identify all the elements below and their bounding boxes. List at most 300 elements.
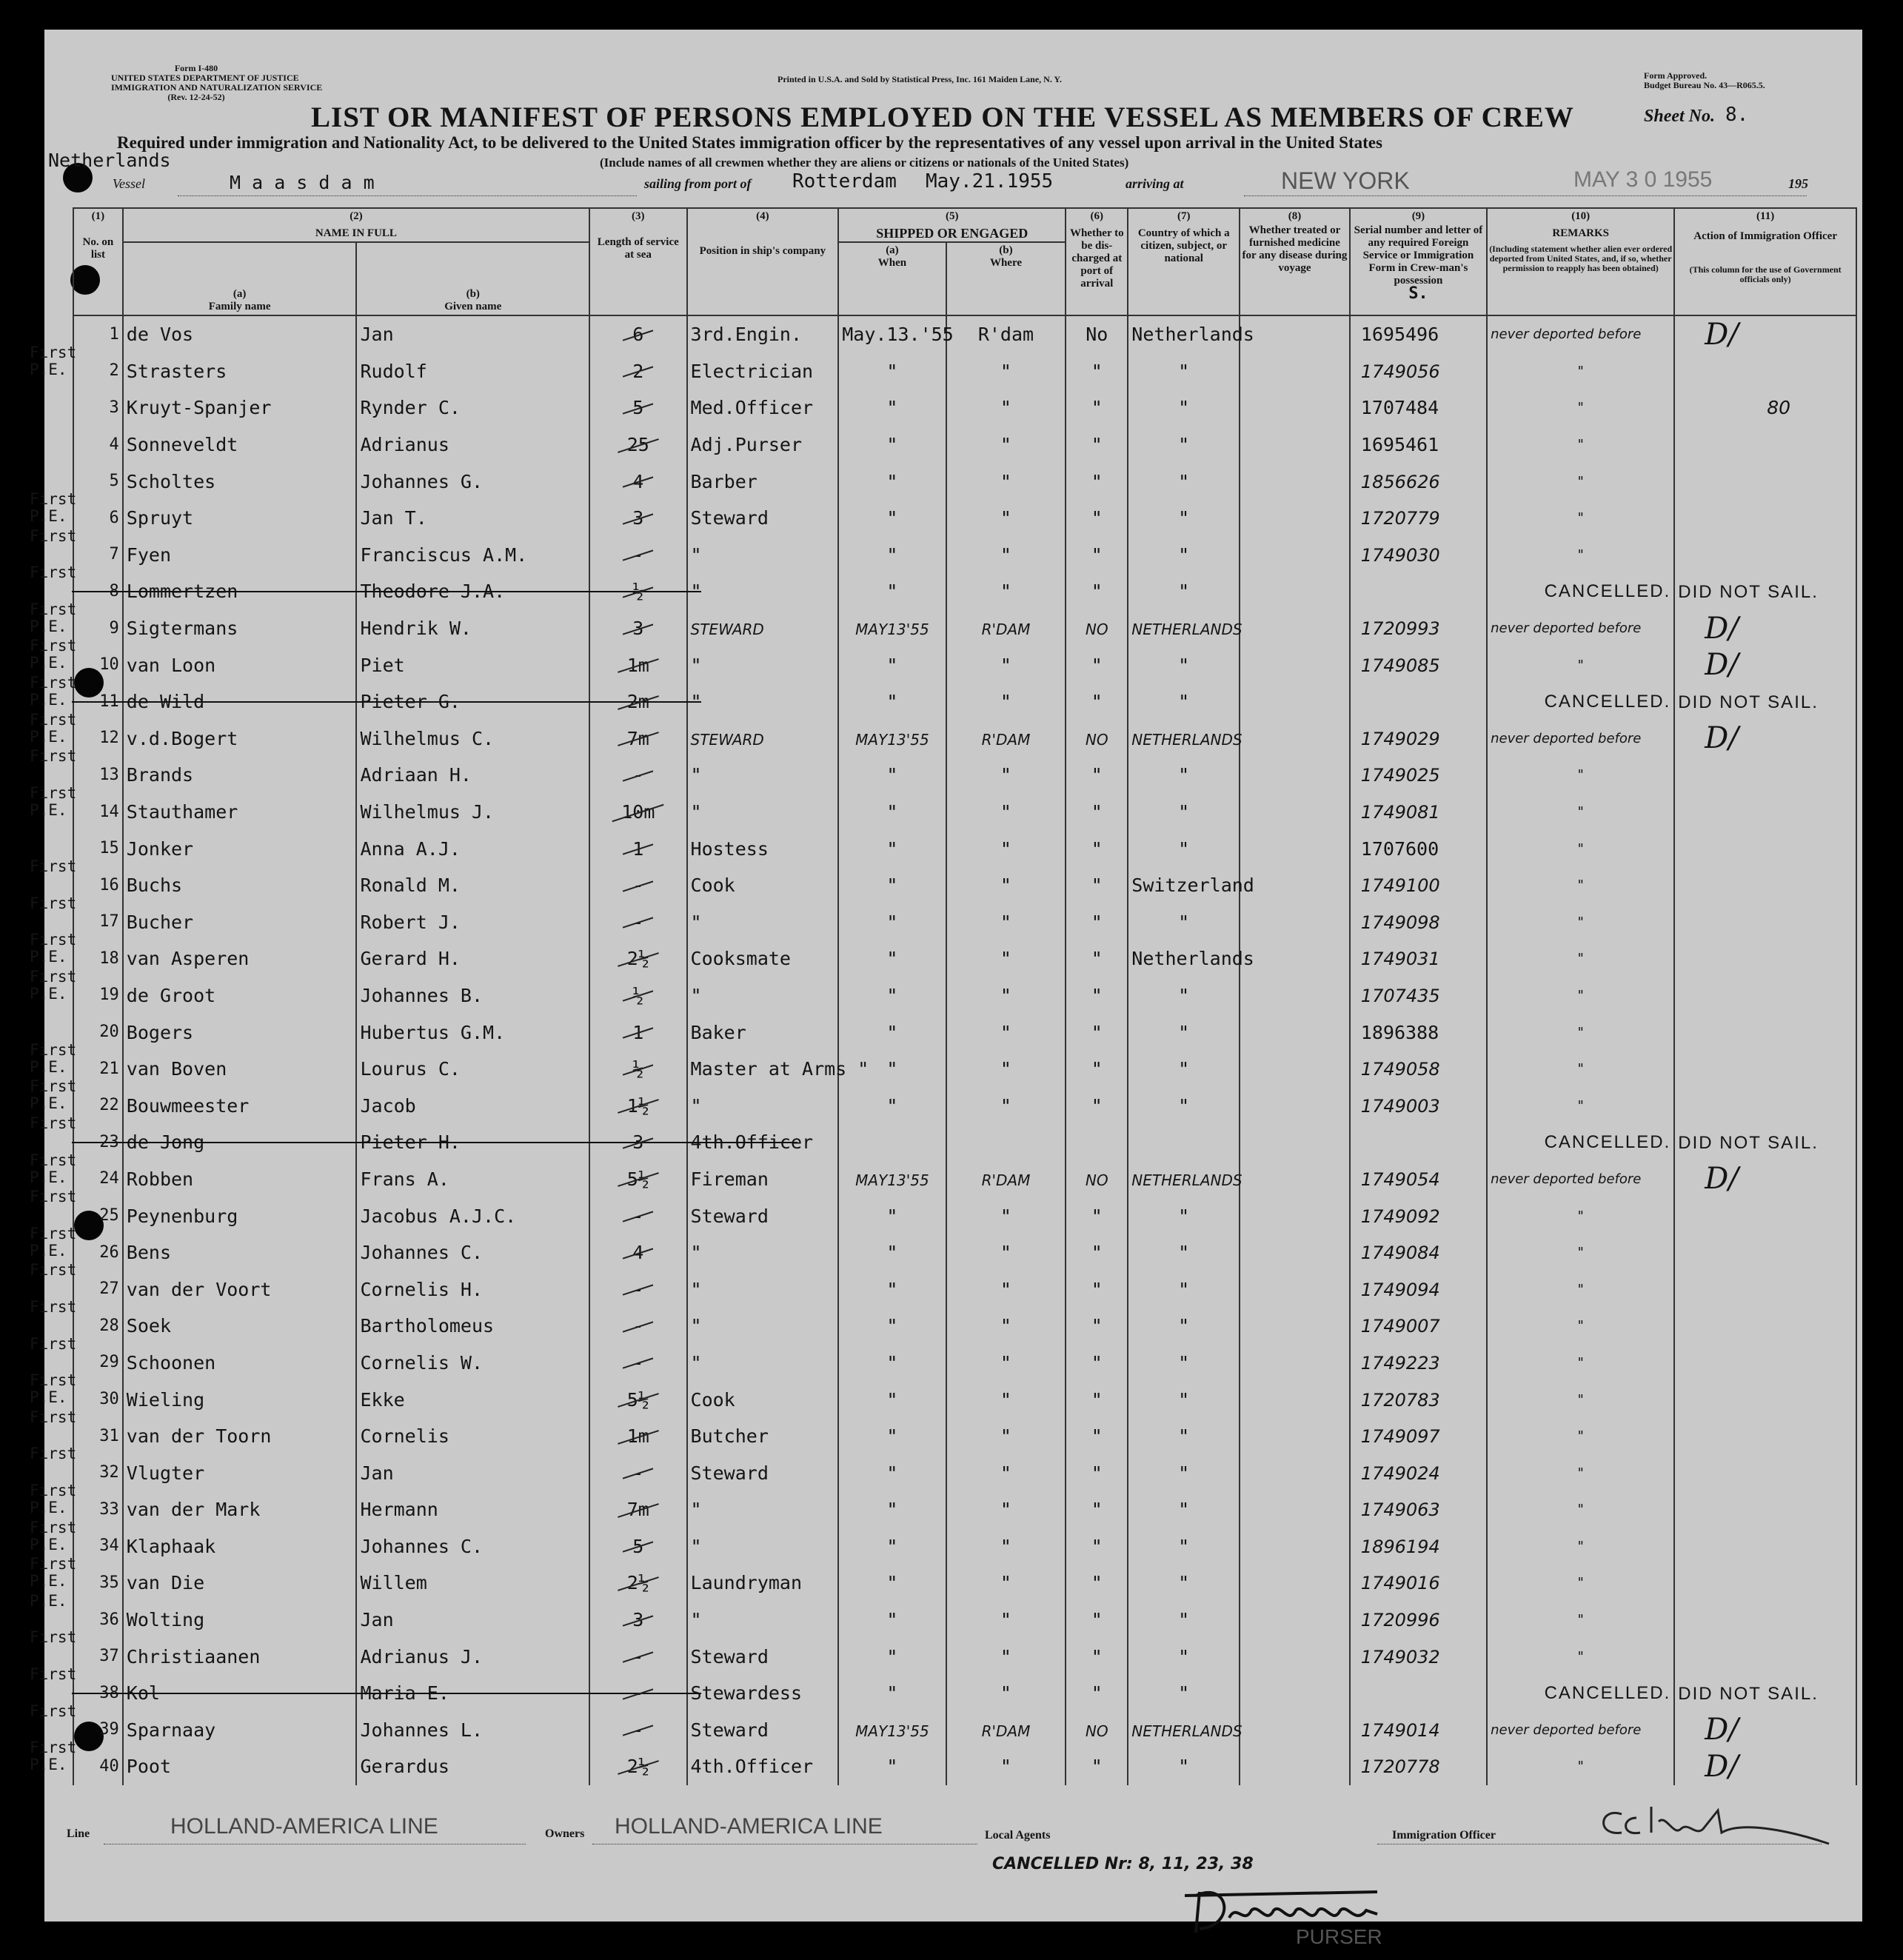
cell-pos [687, 1381, 839, 1418]
cell-remarks [1487, 683, 1674, 720]
cell-where [946, 1051, 1066, 1088]
cell-no [30, 931, 123, 977]
cell-serial [1350, 1381, 1487, 1418]
cell-pos [687, 1308, 839, 1345]
cell-dis [1066, 1418, 1128, 1455]
cell-med [1240, 1638, 1350, 1675]
row-number: 23 [99, 1132, 119, 1151]
value-where: " [1000, 434, 1011, 456]
cell-dis [1066, 720, 1128, 757]
cell-len [589, 500, 686, 537]
cell-no [30, 1298, 123, 1345]
value-where: R'DAM [981, 730, 1031, 749]
cell-remarks [1487, 1197, 1674, 1234]
cell-remarks [1487, 537, 1674, 574]
cell-pos [687, 1087, 839, 1124]
line-label: Line [67, 1827, 90, 1840]
value-serial: 1720779 [1360, 508, 1440, 529]
cell-dis [1066, 537, 1128, 574]
cell-where [946, 904, 1066, 941]
cell-serial [1350, 315, 1487, 353]
value-len: 7m [626, 727, 649, 749]
value-when: " [886, 1572, 898, 1594]
cell-dis [1066, 1087, 1128, 1124]
value-remarks: never deported before [1491, 327, 1642, 343]
value-family: Jonker [126, 837, 194, 860]
cell-where [946, 940, 1066, 977]
value-when: MAY13'55 [855, 730, 929, 749]
value-where: " [1000, 1094, 1011, 1117]
cell-pos [687, 1528, 839, 1565]
value-country: NETHERLANDS [1131, 1171, 1243, 1189]
cell-med [1240, 683, 1350, 720]
row-prefix: First P.E. [30, 710, 77, 746]
value-pos: Fireman [690, 1168, 769, 1190]
table-row [73, 1565, 1856, 1602]
value-where: " [1000, 984, 1011, 1006]
sailing-label: sailing from port of [644, 176, 752, 191]
cell-when [838, 1271, 946, 1308]
cell-where [946, 610, 1066, 647]
value-pos: 4th.Officer [690, 1131, 814, 1154]
value-pos: Stewardess [690, 1682, 803, 1705]
cell-pos [687, 1748, 839, 1785]
cell-len [589, 1161, 686, 1198]
value-family: Bogers [126, 1021, 194, 1043]
value-given: Lourus C. [360, 1058, 461, 1080]
cell-med [1240, 1748, 1350, 1785]
cell-family [123, 1638, 357, 1675]
cell-country [1128, 573, 1240, 610]
table-row [73, 1528, 1856, 1565]
cell-action [1674, 646, 1856, 683]
cell-action [1674, 1381, 1856, 1418]
cell-no [30, 526, 123, 574]
cell-family [123, 1271, 357, 1308]
cell-med [1240, 940, 1350, 977]
cell-given [356, 500, 589, 537]
cell-given [356, 1565, 589, 1602]
value-action: DID NOT SAIL. [1678, 1683, 1819, 1704]
cell-action [1674, 315, 1856, 353]
value-remarks: " [1576, 1759, 1585, 1775]
cell-action [1674, 794, 1856, 831]
cell-len [589, 610, 686, 647]
value-remarks: " [1576, 1245, 1585, 1261]
cell-pos [687, 1014, 839, 1051]
value-remarks: never deported before [1491, 730, 1642, 746]
cell-where [946, 794, 1066, 831]
cell-med [1240, 1271, 1350, 1308]
cell-action [1674, 1675, 1856, 1712]
value-where: " [1000, 874, 1011, 897]
value-serial: 1749016 [1360, 1573, 1440, 1594]
cell-when [838, 1161, 946, 1198]
value-len: 5 [632, 397, 644, 419]
cell-action [1674, 1565, 1856, 1602]
cell-country [1128, 610, 1243, 647]
cell-remarks [1487, 1051, 1674, 1088]
value-given: Hubertus G.M. [360, 1021, 506, 1043]
cell-remarks [1487, 573, 1674, 610]
value-country: Switzerland [1131, 874, 1254, 897]
value-len: 5½ [626, 1388, 649, 1411]
cell-action [1674, 1124, 1856, 1161]
cell-country [1128, 427, 1240, 464]
cell-remarks [1487, 1381, 1674, 1418]
cell-action [1674, 977, 1856, 1014]
cell-len [589, 940, 686, 977]
value-dis: " [1091, 984, 1103, 1006]
value-dis: " [1091, 1094, 1103, 1117]
cell-where [946, 683, 1066, 720]
cell-given [356, 353, 589, 390]
value-action: D/ [1705, 1749, 1739, 1784]
value-given: Anna A.J. [360, 837, 461, 860]
value-country: " [1178, 470, 1190, 492]
cell-len [589, 1748, 686, 1785]
value-country: " [1178, 1094, 1190, 1117]
cell-dis [1066, 867, 1128, 904]
cell-serial [1350, 1602, 1487, 1639]
value-dis: " [1091, 507, 1103, 529]
cell-len [589, 646, 686, 683]
cell-serial [1350, 646, 1487, 683]
col-no-header: (1) No. on list [73, 208, 123, 315]
value-family: de Vos [126, 324, 194, 346]
row-number: 28 [99, 1316, 119, 1335]
cell-pos [687, 940, 839, 977]
cell-action [1674, 1638, 1856, 1675]
table-row [73, 1638, 1856, 1675]
cell-country [1128, 1418, 1240, 1455]
cell-country [1128, 463, 1240, 500]
cell-pos [687, 500, 839, 537]
value-where: " [1000, 1572, 1011, 1594]
value-country: " [1178, 1645, 1190, 1668]
table-row [73, 977, 1856, 1014]
cell-no [30, 747, 123, 794]
value-given: Gerardus [360, 1756, 449, 1778]
cell-when [838, 904, 946, 941]
cell-when [838, 683, 946, 720]
family-name-label: (a) Family name [123, 271, 357, 315]
cell-remarks [1487, 427, 1674, 464]
value-country: " [1178, 691, 1190, 713]
value-serial: 1749098 [1360, 912, 1440, 933]
cell-pos [687, 610, 839, 647]
row-prefix: First [30, 1665, 77, 1683]
cell-med [1240, 1124, 1350, 1161]
table-row [73, 389, 1856, 427]
cell-remarks [1487, 1454, 1674, 1491]
cell-family [123, 353, 357, 390]
value-remarks: " [1576, 1318, 1585, 1334]
value-country: " [1178, 581, 1190, 603]
value-family: van Boven [126, 1058, 227, 1080]
cell-given [356, 1197, 589, 1234]
value-given: Jacob [360, 1094, 416, 1117]
value-when: " [886, 837, 898, 860]
row-prefix: First [30, 747, 77, 766]
cell-len [589, 977, 686, 1014]
value-dis: " [1091, 1462, 1103, 1484]
col-family-header [123, 242, 357, 271]
form-number: Form I-480 [174, 63, 218, 73]
cell-med [1240, 1197, 1350, 1234]
cell-family [123, 830, 357, 867]
row-prefix: First [30, 526, 77, 545]
cell-med [1240, 867, 1350, 904]
value-pos: Adj.Purser [690, 434, 803, 456]
row-prefix: First [30, 1298, 77, 1317]
table-row [73, 1491, 1856, 1528]
cell-family [123, 1675, 357, 1712]
value-dis: " [1091, 764, 1103, 786]
cell-pos [687, 463, 839, 500]
value-pos: " [690, 691, 702, 713]
cell-dis [1066, 1197, 1128, 1234]
row-prefix: First P.E. [30, 1224, 77, 1260]
value-len: - [632, 1719, 644, 1741]
cell-len [589, 794, 686, 831]
value-remarks: CANCELLED. [1544, 1682, 1671, 1703]
manifest-title: LIST OR MANIFEST OF PERSONS EMPLOYED ON THE VESSEL AS MEMBERS OF CREW [311, 101, 1574, 133]
cell-no [73, 315, 123, 353]
cell-remarks [1487, 1161, 1674, 1198]
cell-family [123, 757, 357, 794]
value-country: " [1178, 397, 1190, 419]
value-pos: " [690, 543, 702, 566]
value-len: 7m [626, 1499, 649, 1521]
value-serial: 1707435 [1360, 985, 1440, 1006]
table-row [73, 1602, 1856, 1639]
cell-len [589, 537, 686, 574]
value-when: " [886, 1058, 898, 1080]
cell-when [838, 1454, 946, 1491]
cell-where [946, 1602, 1066, 1639]
cell-len [589, 720, 686, 757]
value-len: 4 [632, 470, 644, 492]
value-dis: " [1091, 581, 1103, 603]
value-remarks: CANCELLED. [1544, 691, 1671, 712]
cell-no [30, 894, 123, 941]
cell-med [1240, 1675, 1350, 1712]
cell-len [589, 757, 686, 794]
cell-serial [1350, 757, 1487, 794]
cell-given [356, 427, 589, 464]
cell-remarks [1487, 500, 1674, 537]
departure-date: May.21.1955 [926, 170, 1054, 193]
cell-action [1674, 500, 1856, 537]
cell-no [30, 710, 123, 757]
value-where: " [1000, 1205, 1011, 1227]
cell-len [589, 1602, 686, 1639]
cell-no [30, 1408, 123, 1455]
cell-action [1674, 683, 1856, 720]
cell-med [1240, 757, 1350, 794]
cell-pos [687, 646, 839, 683]
value-family: Robben [126, 1168, 194, 1190]
where-spacer [946, 271, 1066, 315]
value-when: " [886, 1609, 898, 1631]
cell-serial [1350, 573, 1487, 610]
cell-country [1128, 1638, 1240, 1675]
cell-where [946, 1454, 1066, 1491]
row-prefix: First [30, 894, 77, 912]
cell-given [356, 1271, 589, 1308]
cell-len [589, 1712, 686, 1749]
cell-family [123, 1528, 357, 1565]
row-prefix: First [30, 1188, 77, 1206]
cell-remarks [1487, 315, 1674, 353]
row-number: 12 [99, 729, 119, 748]
cell-remarks [1487, 1418, 1674, 1455]
cell-family [123, 1712, 357, 1749]
value-pos: Steward [690, 1462, 769, 1484]
cell-when [838, 1712, 946, 1749]
manifest-sheet [30, 30, 1862, 1948]
value-len: 25 [626, 434, 649, 456]
cell-when [838, 353, 946, 390]
value-dis: " [1091, 1388, 1103, 1411]
cell-family [123, 1087, 357, 1124]
cell-where [946, 1381, 1066, 1418]
row-number: 14 [99, 802, 119, 821]
cell-given [356, 1161, 589, 1198]
row-number: 10 [99, 655, 119, 675]
cell-pos [687, 904, 839, 941]
cell-len [589, 389, 686, 427]
value-when: " [886, 581, 898, 603]
cell-family [123, 1308, 357, 1345]
cell-med [1240, 1308, 1350, 1345]
cell-no [73, 427, 123, 464]
cell-when [838, 1602, 946, 1639]
value-pos: " [690, 1315, 702, 1337]
value-len: - [632, 1351, 644, 1374]
purser-label: PURSER [1296, 1925, 1382, 1948]
cell-dis [1066, 1675, 1128, 1712]
table-row [73, 1712, 1856, 1749]
value-country: " [1178, 1351, 1190, 1374]
value-dis: " [1091, 948, 1103, 970]
value-serial: 1749030 [1360, 544, 1440, 566]
cell-family [123, 427, 357, 464]
value-given: Rudolf [360, 360, 427, 382]
agents-label: Local Agents [985, 1829, 1051, 1842]
cell-family [123, 537, 357, 574]
value-when: " [886, 1425, 898, 1448]
value-country: " [1178, 1058, 1190, 1080]
value-remarks: " [1576, 1538, 1585, 1554]
cell-country [1128, 1712, 1243, 1749]
cell-action [1674, 1454, 1856, 1491]
value-pos: Cooksmate [690, 948, 791, 970]
cell-serial [1350, 1345, 1487, 1382]
value-when: " [886, 984, 898, 1006]
value-given: Hermann [360, 1499, 438, 1521]
value-where: R'dam [977, 324, 1034, 346]
cell-family [123, 1051, 357, 1088]
cell-no [30, 489, 123, 537]
cell-remarks [1487, 1014, 1674, 1051]
value-dis: NO [1085, 1722, 1108, 1740]
cell-when [838, 1345, 946, 1382]
cell-where [946, 353, 1066, 390]
row-prefix: First [30, 1702, 77, 1720]
value-family: Wolting [126, 1609, 205, 1631]
value-len: 2½ [626, 1756, 649, 1778]
cell-no [30, 783, 123, 831]
value-len: 2½ [626, 1572, 649, 1594]
value-family: Strasters [126, 360, 227, 382]
value-remarks: " [1576, 1575, 1585, 1591]
cell-action [1674, 389, 1856, 427]
value-country: NETHERLANDS [1131, 1722, 1243, 1740]
cell-len [589, 1014, 686, 1051]
value-family: van der Voort [126, 1278, 272, 1300]
value-len: 1m [626, 654, 649, 676]
value-given: Johannes B. [360, 984, 484, 1006]
table-row [73, 1748, 1856, 1785]
value-pos: Steward [690, 1205, 769, 1227]
cell-dis [1066, 427, 1128, 464]
value-remarks: " [1576, 804, 1585, 820]
cell-remarks [1487, 610, 1674, 647]
cell-family [123, 1161, 357, 1198]
cell-given [356, 1418, 589, 1455]
value-given: Jan [360, 1462, 394, 1484]
value-action: D/ [1705, 1713, 1739, 1747]
cell-med [1240, 315, 1350, 353]
cell-med [1240, 427, 1350, 464]
cell-action [1674, 904, 1856, 941]
col-action-header: (11) Action of Immigration Officer (This column for the use of Government officials only) [1674, 208, 1856, 315]
value-when: " [886, 1756, 898, 1778]
vessel-label: Vessel [113, 176, 145, 191]
value-family: Wieling [126, 1388, 205, 1411]
cell-action [1674, 1491, 1856, 1528]
value-remarks: " [1576, 437, 1585, 453]
cell-dis [1066, 757, 1128, 794]
when-spacer [838, 271, 946, 315]
value-family: Peynenburg [126, 1205, 238, 1227]
cell-serial [1350, 977, 1487, 1014]
row-prefix: First P.E. [30, 1151, 77, 1186]
cell-len [589, 1454, 686, 1491]
cell-when [838, 463, 946, 500]
value-pos: Electrician [690, 360, 814, 382]
strike-line [72, 1142, 797, 1143]
cell-dis [1066, 1271, 1128, 1308]
value-when: " [886, 397, 898, 419]
value-remarks: never deported before [1491, 1171, 1642, 1187]
table-row [73, 573, 1856, 610]
table-row [73, 1454, 1856, 1491]
value-given: Wilhelmus J. [360, 801, 495, 823]
value-pos: " [690, 1535, 702, 1557]
cell-given [356, 720, 589, 757]
value-country: Netherlands [1131, 948, 1254, 970]
value-when: " [886, 360, 898, 382]
cell-where [946, 1675, 1066, 1712]
cell-where [946, 1197, 1066, 1234]
value-when: " [886, 470, 898, 492]
value-country: " [1178, 507, 1190, 529]
cell-family [123, 573, 357, 610]
row-prefix: First P.E. [30, 1371, 77, 1407]
